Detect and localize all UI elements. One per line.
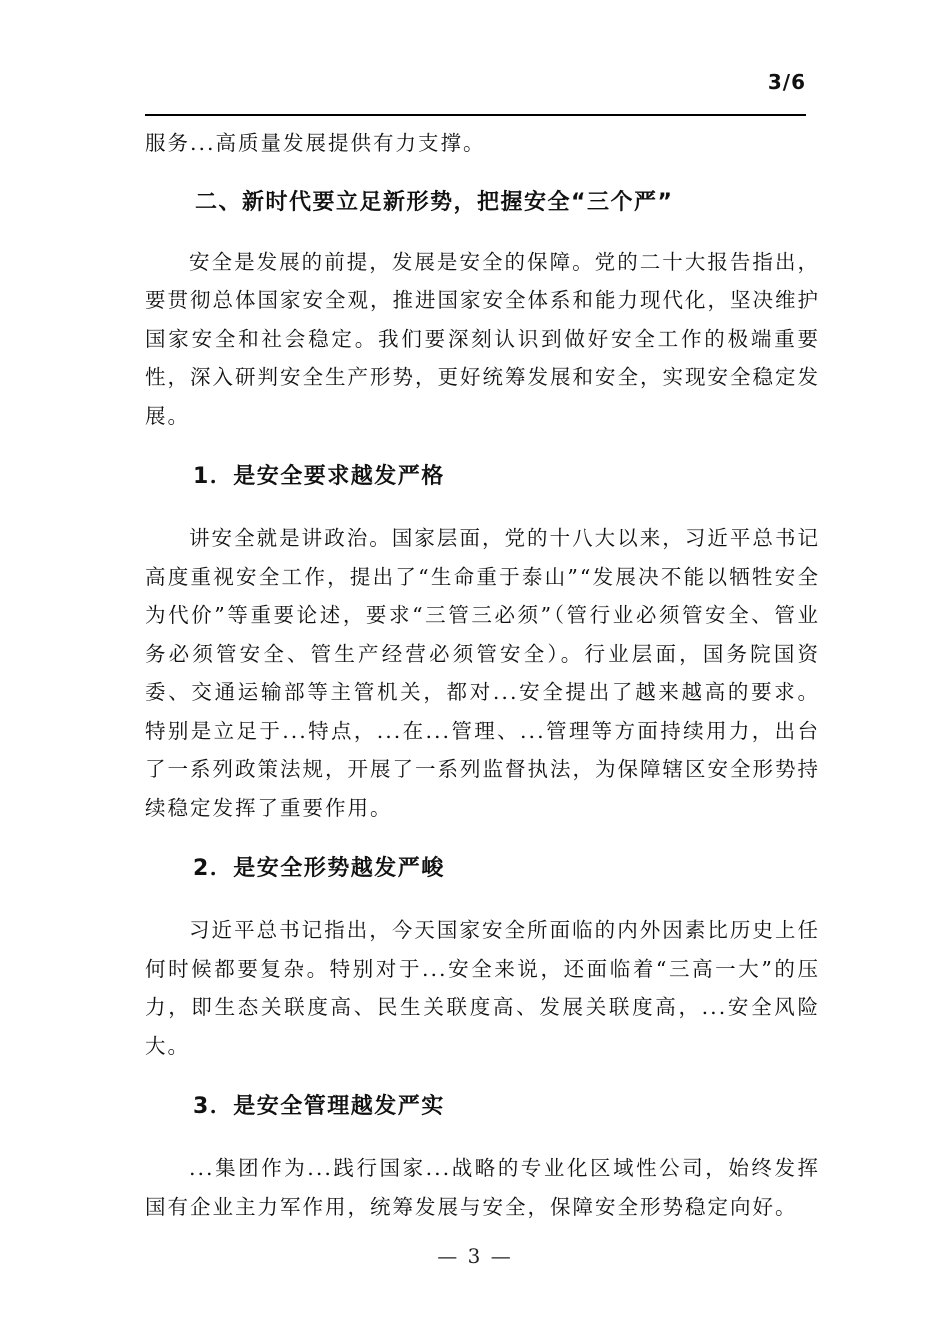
section-heading: 二、新时代要立足新形势，把握安全“三个严” [195, 189, 674, 215]
section-paragraph: 安全是发展的前提，发展是安全的保障。党的二十大报告指出，要贯彻总体国家安全观，推进国家安全体系和能力现代化，坚决维护国家安全和社会稳定。我们要深刻认识到做好安全工作的极端重要性，深入研判安全生产形势，更好统筹发展和安全，实现安全稳定发展。 [145, 249, 820, 428]
subsection-paragraph-1: 讲安全就是讲政治。国家层面，党的十八大以来，习近平总书记高度重视安全工作，提出了“生命重于泰山”“发展决不能以牺牲安全为代价”等重要论述，要求“三管三必须”（管行业必须管安全、管业务必须管安全、管生产经营必须管安全）。行业层面，国务院国资委、交通运输部等主管机关，都对...安全提出了越来越高的要求。特别是立足于...特点，...在...管理、...管理等方面持续用力，出台了一系列政策法规，开展了一系列监督执法，为保障辖区安全形势持续稳定发挥了重要作用。 [145, 526, 820, 820]
intro-fragment: 服务...高质量发展提供有力支撑。 [145, 131, 486, 155]
page-footer: — 3 — [437, 1244, 513, 1268]
subsection-paragraph-2: 习近平总书记指出，今天国家安全所面临的内外因素比历史上任何时候都要复杂。特别对于...安全来说，还面临着“三高一大”的压力，即生态关联度高、民生关联度高、发展关联度高，...安全风险大。 [145, 918, 820, 1058]
page-header [145, 62, 806, 116]
subsection-paragraph-3: ...集团作为...践行国家...战略的专业化区域性公司，始终发挥国有企业主力军作用，统筹发展与安全，保障安全形势稳定向好。 [145, 1156, 820, 1219]
subsection-heading-2: 2．是安全形势越发严峻 [193, 856, 445, 881]
subsection-heading-1: 1．是安全要求越发严格 [193, 464, 445, 489]
page-counter: 3/6 [767, 70, 806, 94]
document-body [145, 124, 820, 1226]
subsection-heading-3: 3．是安全管理越发严实 [193, 1094, 445, 1119]
